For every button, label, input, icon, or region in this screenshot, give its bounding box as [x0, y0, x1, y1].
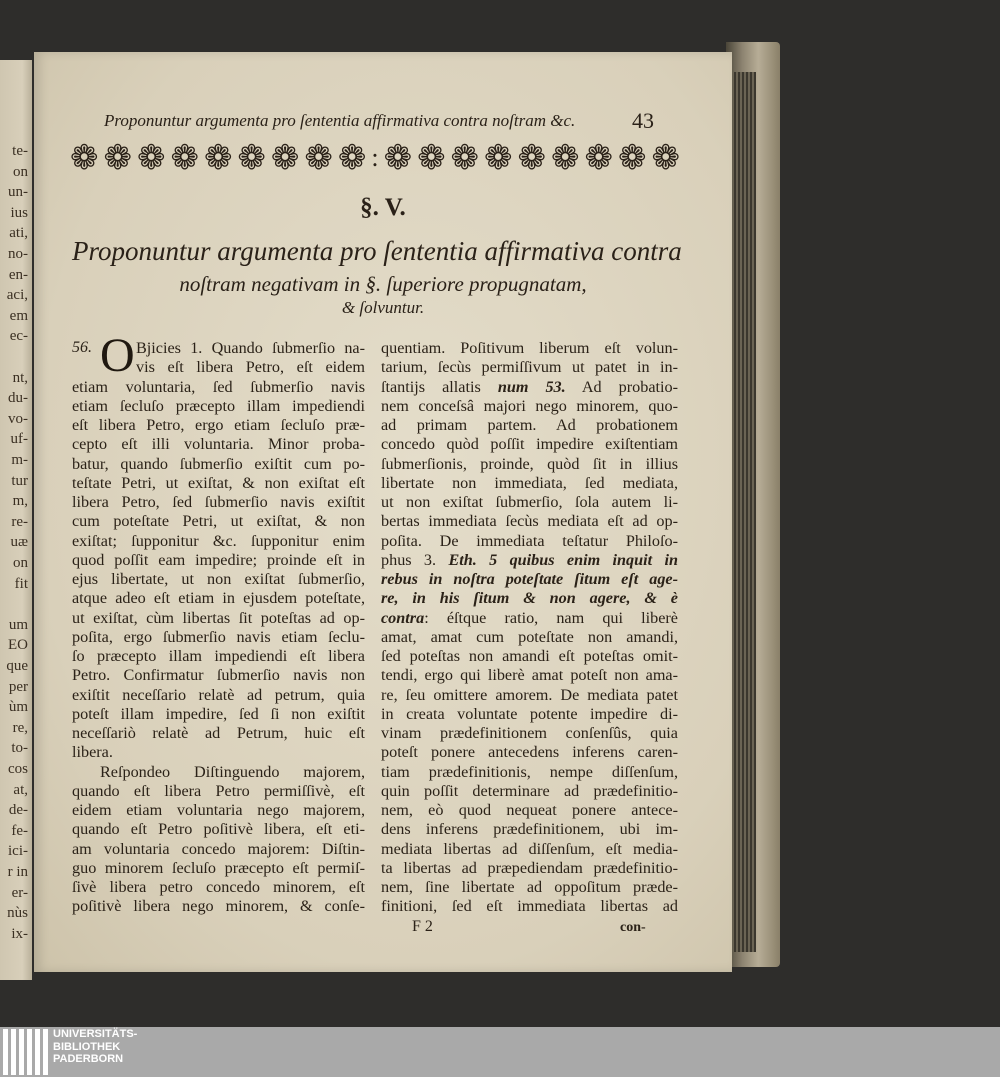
- line-text: ſed poteſtas non amandi eſt poteſtas omit-: [381, 647, 678, 665]
- text-line: [381, 782, 678, 801]
- text-line: [72, 878, 365, 897]
- line-text: Ad probatio-: [565, 377, 678, 396]
- line-text: tiam prædefinitionis, nempe diſſenſum,: [381, 762, 678, 781]
- line-text: exiſtit neceſſario relatè ad petrum, quia: [72, 685, 365, 704]
- line-text: quod poſſit eam impedire; proinde eſt in: [72, 550, 365, 569]
- line-text: eſt libera Petro, ergo etiam ſecluſo præ-: [72, 416, 365, 434]
- section-title-line-1: Proponuntur argumenta pro ſententia affirmativa contra: [72, 236, 682, 266]
- text-line: [381, 628, 678, 647]
- line-text: concedo quòd poſſit impedire exiſtentiam: [381, 435, 678, 454]
- text-line: [72, 628, 365, 647]
- text-line: [72, 609, 365, 628]
- line-text: ut non exiſtat ſubmerſio, ſola autem li-: [381, 493, 678, 511]
- previous-page-fragment: ix-: [11, 925, 28, 942]
- line-text: : éſtque ratio, nam qui liberè: [424, 608, 678, 627]
- line-text: nem conceſsâ majori nego minorem, quo-: [381, 396, 678, 415]
- rosette-icon: ❁: [103, 138, 132, 178]
- text-line: [381, 339, 678, 358]
- previous-page-fragment: r in: [7, 864, 28, 880]
- previous-page-fragment: de-: [8, 802, 28, 819]
- catchword: con-: [620, 920, 646, 935]
- line-text: bertas immediata ſecùs mediata eſt ad op-: [381, 512, 678, 531]
- line-text: quin poſſit determinare ad prædefinitio-: [381, 781, 678, 800]
- rosette-icon: ❁: [270, 138, 300, 178]
- previous-page-fragment: vo-: [8, 410, 28, 427]
- text-line: [72, 840, 365, 859]
- text-line: [381, 686, 678, 705]
- text-line: [381, 397, 678, 416]
- text-line: [72, 570, 365, 589]
- rosette-icon: ❁: [136, 138, 166, 178]
- text-line: [381, 859, 678, 878]
- text-line: [72, 782, 365, 801]
- text-line: [72, 455, 365, 474]
- line-text: libera Petro, ſed ſubmerſio navis exiſtit: [72, 493, 365, 511]
- line-italic-text: num 53.: [497, 377, 566, 396]
- text-line: [72, 705, 365, 724]
- rosette-icon: ❁: [383, 138, 413, 178]
- text-line: [72, 512, 365, 531]
- line-text: libertate non immediata, ſed mediata,: [381, 473, 678, 492]
- text-line: [381, 474, 678, 493]
- previous-page-fragment: ius: [10, 204, 28, 221]
- previous-page-fragment: EO: [8, 637, 28, 654]
- line-text: nem, eò quod nequeat ponere antece-: [381, 801, 678, 819]
- line-text: in creata voluntate potente impedire di-: [381, 704, 678, 723]
- section-number: §. V.: [360, 194, 406, 221]
- line-text: vinam prædefinitionem conſenſûs, quia: [381, 724, 678, 742]
- text-line: [381, 609, 678, 628]
- line-text: quando eſt Petro poſitivè libera, eſt eti-: [72, 820, 365, 839]
- text-line: [381, 897, 678, 916]
- line-text: poteſt illam impedire, ſed ſi non exiſtit: [72, 704, 365, 723]
- library-footer-bar: [0, 1027, 1000, 1077]
- line-text: tendi, ergo qui liberè amat poteſt non ama-: [381, 666, 678, 685]
- text-line: [381, 820, 678, 839]
- line-text: quando eſt libera Petro permiſſivè, eſt: [72, 781, 365, 800]
- line-text: ta libertas ad præpediendam prædefinitio-: [381, 858, 678, 877]
- line-text: mediata libertas ad diſſenſum, eſt media-: [381, 839, 678, 858]
- previous-page-fragment: on: [13, 163, 28, 180]
- text-line: [381, 435, 678, 454]
- line-italic-text: contra: [381, 608, 425, 627]
- line-text: neceſſariò relatè ad Petrum, huic eſt: [72, 724, 365, 742]
- previous-page-fragment: cos: [8, 761, 28, 777]
- line-text: nem, ſine libertate ad oppoſitum præde-: [381, 878, 678, 896]
- previous-page-fragment: re,: [12, 719, 28, 736]
- library-bars-logo-icon: [3, 1029, 48, 1075]
- ornament-band: [70, 138, 680, 178]
- line-text: poſita, ergo ſubmerſio navis etiam ſeclu-: [72, 627, 365, 646]
- previous-page-fragment: em: [9, 307, 28, 324]
- previous-page-fragment: uf-: [10, 431, 28, 448]
- text-line: [381, 647, 678, 666]
- line-text: phus 3.: [381, 550, 449, 569]
- rosette-icon: ❁: [617, 138, 647, 178]
- line-italic-text: re, in his ſitum & non agere, & è: [381, 589, 678, 608]
- text-line: [72, 532, 365, 551]
- line-text: poſita. De immediata teſtatur Philoſo-: [381, 531, 678, 550]
- text-line: [381, 801, 678, 820]
- signature-mark: F 2: [412, 918, 433, 935]
- previous-page-fragment: en-: [8, 266, 28, 283]
- text-line: [381, 570, 678, 589]
- text-line: [381, 724, 678, 743]
- line-text: Petro. Confirmatur ſubmerſio navis non: [72, 666, 365, 685]
- rosette-icon: ❁: [304, 138, 333, 178]
- text-line: [381, 666, 678, 685]
- text-line: [72, 435, 365, 454]
- text-line: [72, 474, 365, 493]
- text-line: [72, 397, 365, 416]
- text-line: [72, 666, 365, 685]
- line-text: exiſtat; ſupponitur &c. ſupponitur enim: [72, 531, 365, 550]
- line-text: Bjicies 1. Quando ſubmerſio na-: [136, 339, 365, 357]
- text-line: [381, 512, 678, 531]
- text-line: [381, 416, 678, 435]
- text-line: [72, 358, 365, 377]
- text-line: [381, 763, 678, 782]
- previous-page-fragment: ici-: [8, 843, 28, 860]
- previous-page-fragment: ati,: [9, 225, 28, 242]
- line-text: Reſpondeo Diſtinguendo majorem,: [100, 762, 365, 781]
- text-line: [381, 378, 678, 397]
- line-text: ut exiſtat, cùm libertas ſit poteſtas ad op-: [72, 608, 365, 627]
- text-line: [72, 493, 365, 512]
- previous-page-fragment: to-: [11, 740, 28, 757]
- previous-page-fragment: uæ: [10, 534, 28, 551]
- previous-page-fragment: ec-: [9, 328, 28, 345]
- text-line: [72, 763, 365, 782]
- previous-page-fragment: tur: [11, 472, 28, 489]
- previous-page-fragment: er-: [11, 884, 28, 901]
- text-line: [381, 358, 678, 377]
- text-line: [381, 551, 678, 570]
- line-text: eidem etiam voluntaria nego majorem,: [72, 801, 365, 819]
- previous-page-fragment: aci,: [6, 287, 28, 304]
- line-text: ſtantijs allatis: [381, 377, 498, 396]
- line-text: etiam voluntaria, ſed ſubmerſio navis: [72, 377, 365, 396]
- previous-page-fragment: fe-: [11, 822, 28, 839]
- line-text: ſivè libera petro concedo minorem, eſt: [72, 878, 365, 896]
- text-line: [72, 416, 365, 435]
- line-text: finitioni, ſed eſt immediata libertas ad: [381, 897, 678, 916]
- previous-page-fragment: um: [8, 616, 28, 633]
- line-text: ejus libertate, ut non exiſtat ſubmerſio,: [72, 570, 365, 588]
- previous-page-fragment: per: [8, 678, 28, 695]
- text-line: [72, 647, 365, 666]
- text-line: [381, 532, 678, 551]
- line-text: ad primam partem. Ad probationem: [381, 416, 678, 434]
- ornament-separator: :: [371, 143, 379, 172]
- previous-page-fragment: m,: [12, 493, 28, 510]
- text-line: [381, 705, 678, 724]
- line-text: batur, quando ſubmerſio exiſtit cum po-: [72, 454, 365, 473]
- rosette-icon: ❁: [417, 138, 446, 178]
- text-line: [72, 859, 365, 878]
- previous-page-fragment: m-: [11, 452, 28, 468]
- line-text: libera.: [72, 743, 113, 762]
- line-text: poſitivè libera nego minorem, & conſe-: [72, 897, 365, 916]
- line-text: dens inferens prædefinitionem, ubi im-: [381, 820, 678, 839]
- previous-page-fragment: un-: [8, 184, 28, 201]
- rosette-icon: ❁: [584, 138, 613, 178]
- rosette-icon: ❁: [517, 138, 547, 178]
- previous-page-fragment: on: [13, 555, 28, 571]
- text-line: [72, 724, 365, 743]
- line-text: tarium, ſecùs permiſſivum ut patet in in-: [381, 358, 678, 377]
- line-text: cum poteſtate Petri, ut exiſtat, & non: [72, 512, 365, 531]
- line-text: re, ſeu omittere amorem. De mediata patet: [381, 685, 678, 704]
- left-column: [72, 339, 365, 917]
- section-title-line-3: & ſolvuntur.: [341, 298, 425, 317]
- previous-page-fragment: te-: [12, 143, 28, 159]
- line-text: guo minorem ſecluſo præcepto eſt permiſ-: [72, 858, 365, 877]
- rosette-icon: ❁: [70, 138, 99, 178]
- text-line: [381, 743, 678, 762]
- line-italic-text: rebus in noſtra poteſtate ſitum eſt age-: [381, 570, 678, 588]
- drop-cap: O: [100, 329, 135, 382]
- text-line: [72, 743, 365, 762]
- text-line: [381, 878, 678, 897]
- rosette-icon: ❁: [551, 138, 580, 178]
- line-text: vis eſt libera Petro, eſt eidem: [136, 358, 365, 377]
- line-text: atque adeo eſt etiam in ejusdem poteſtate,: [72, 589, 365, 608]
- page-number: 43: [632, 108, 654, 133]
- line-text: teſtate Petri, ut exiſtat, & non exiſtat eſt: [72, 473, 365, 492]
- previous-page-fragment: que: [6, 658, 28, 674]
- text-line: [72, 589, 365, 608]
- previous-page-fragment: nùs: [7, 905, 28, 922]
- text-line: [381, 840, 678, 859]
- line-text: poteſt ponere antecedens inferens caren-: [381, 743, 678, 762]
- logo-text-line: UNIVERSITÄTS-: [53, 1028, 138, 1040]
- line-text: cepto eſt illi voluntaria. Minor proba-: [72, 435, 365, 454]
- previous-page-fragment: re-: [11, 513, 28, 530]
- text-line: [72, 378, 365, 397]
- previous-page-fragment: at,: [13, 781, 28, 798]
- text-line: [381, 455, 678, 474]
- rosette-icon: ❁: [237, 138, 266, 178]
- section-title-line-2: noſtram negativam in §. ſuperiore propugnatam,: [179, 272, 587, 296]
- rosette-icon: ❁: [337, 138, 367, 178]
- text-line: [72, 686, 365, 705]
- right-column: [381, 339, 678, 917]
- text-line: [72, 897, 365, 916]
- text-line: [72, 820, 365, 839]
- rosette-icon: ❁: [450, 138, 480, 178]
- paragraph-number: 56.: [72, 339, 92, 356]
- text-line: [72, 339, 365, 358]
- line-text: ſo præcepto illam impediendi eſt libera: [72, 647, 365, 665]
- previous-page-fragment: no-: [8, 246, 28, 262]
- line-text: quentiam. Poſitivum liberum eſt volun-: [381, 339, 678, 357]
- previous-page-fragment: du-: [8, 390, 28, 407]
- text-line: [72, 551, 365, 570]
- line-text: am voluntaria concedo majorem: Diſtin-: [72, 839, 365, 858]
- rosette-icon: ❁: [170, 138, 199, 178]
- line-italic-text: Eth. 5 quibus enim inquit in: [448, 550, 678, 569]
- running-title: Proponuntur argumenta pro ſententia affirmativa contra noſtram &c.: [104, 111, 576, 130]
- previous-page-fragment: ùm: [8, 699, 28, 716]
- line-text: amat, amat cum poteſtate non amandi,: [381, 627, 678, 646]
- text-line: [72, 801, 365, 820]
- line-text: etiam ſecluſo præcepto illam impediendi: [72, 396, 365, 415]
- text-line: [381, 589, 678, 608]
- rosette-icon: ❁: [484, 138, 513, 178]
- text-line: [381, 493, 678, 512]
- logo-text-line: BIBLIOTHEK: [53, 1040, 121, 1053]
- line-text: ſubmerſionis, proinde, quòd ſit in illius: [381, 454, 678, 473]
- rosette-icon: ❁: [651, 138, 680, 178]
- logo-text-line: PADERBORN: [53, 1053, 124, 1065]
- previous-page-fragment: nt,: [12, 369, 28, 386]
- library-logo-text: [53, 1028, 137, 1066]
- previous-page-fragment: fit: [14, 575, 28, 592]
- rosette-icon: ❁: [203, 138, 233, 178]
